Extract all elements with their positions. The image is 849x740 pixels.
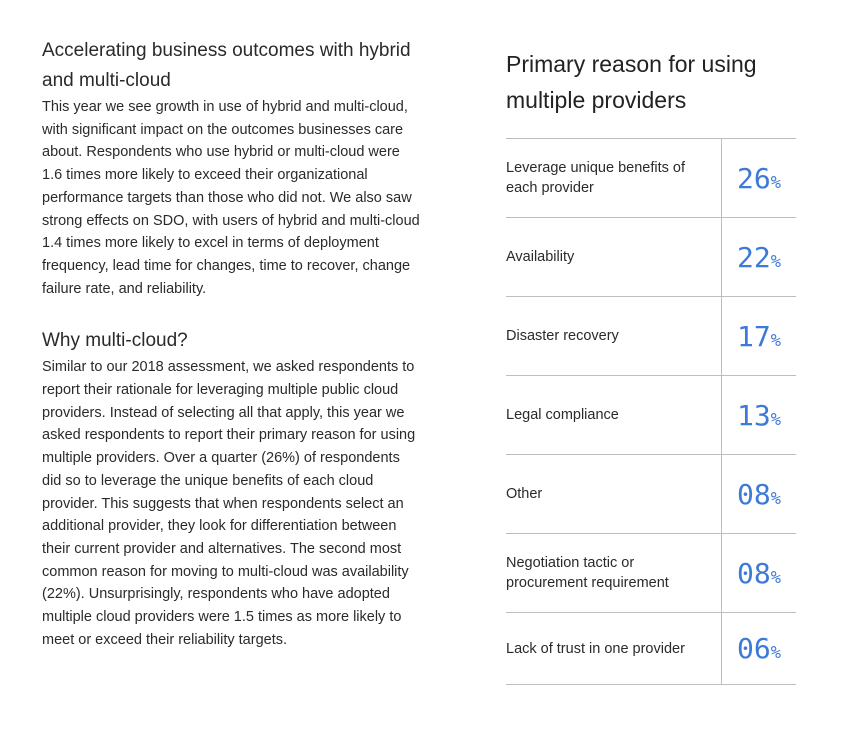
reason-label: Availability [506, 218, 722, 297]
reason-percent-number: 13 [737, 398, 771, 432]
percent-sign: % [770, 330, 781, 351]
reason-value [722, 218, 797, 297]
reason-value [722, 613, 797, 685]
reason-percent-number: 08 [737, 556, 771, 590]
table-title: Primary reason for using multiple providers [506, 51, 757, 113]
reason-value [722, 534, 797, 613]
reason-label: Negotiation tactic or procurement requirement [506, 534, 722, 613]
reason-row [506, 297, 796, 376]
article-column [42, 36, 422, 651]
percent-sign: % [770, 567, 781, 588]
reason-percent-number: 06 [737, 632, 771, 665]
paragraph-why-multicloud: Similar to our 2018 assessment, we asked respondents to report their rationale for leveraging multiple public cloud providers. Instead of selecting all that apply, this year we asked respondents to report their primary reason for using multiple providers. Over a quarter (26%) of respondents did so to leverage the unique benefits of each cloud provider. This suggests that when respondents select an additional provider, they look for differentiation between their current provider and alternatives. The second most common reason for moving to multi-cloud was availability (22%). Unsurprisingly, respondents who have adopted multiple cloud providers were 1.5 times as more likely to meet or exceed their reliability targets. [42, 359, 416, 648]
reason-row [506, 218, 796, 297]
reason-percent-number: 22 [737, 240, 771, 274]
reason-row [506, 455, 796, 534]
paragraph-hybrid: This year we see growth in use of hybrid and multi-cloud, with significant impact on the outcomes businesses care about. Respondents who use hybrid or multi-cloud were 1.6 times more likely to exceed their organizational performance targets than those who did not. We also saw strong effects on SDO, with users of hybrid and multi-cloud 1.4 times more likely to excel in terms of deployment frequency, lead time for changes, time to recover, change failure rate, and reliability. [42, 99, 420, 297]
reason-row [506, 139, 796, 218]
reason-percent-number: 17 [737, 319, 771, 353]
reason-row [506, 376, 796, 455]
reason-label: Disaster recovery [506, 297, 722, 376]
reason-label: Lack of trust in one provider [506, 613, 722, 685]
percent-sign: % [770, 488, 781, 509]
reason-row [506, 534, 796, 613]
reasons-panel [506, 46, 796, 685]
reason-percent-number: 26 [737, 161, 771, 195]
reason-row [506, 613, 796, 685]
reason-label: Leverage unique benefits of each provider [506, 139, 722, 218]
section-heading-hybrid: Accelerating business outcomes with hybrid and multi-cloud [42, 40, 411, 91]
percent-sign: % [770, 643, 781, 663]
section-heading-why-multicloud: Why multi-cloud? [42, 330, 188, 352]
reason-value [722, 297, 797, 376]
reason-value [722, 376, 797, 455]
reason-label: Other [506, 455, 722, 534]
reason-value [722, 139, 797, 218]
percent-sign: % [770, 409, 781, 430]
percent-sign: % [770, 251, 781, 272]
reason-label: Legal compliance [506, 376, 722, 455]
reason-percent-number: 08 [737, 477, 771, 511]
reason-value [722, 455, 797, 534]
reasons-table [506, 138, 796, 685]
percent-sign: % [770, 172, 781, 193]
